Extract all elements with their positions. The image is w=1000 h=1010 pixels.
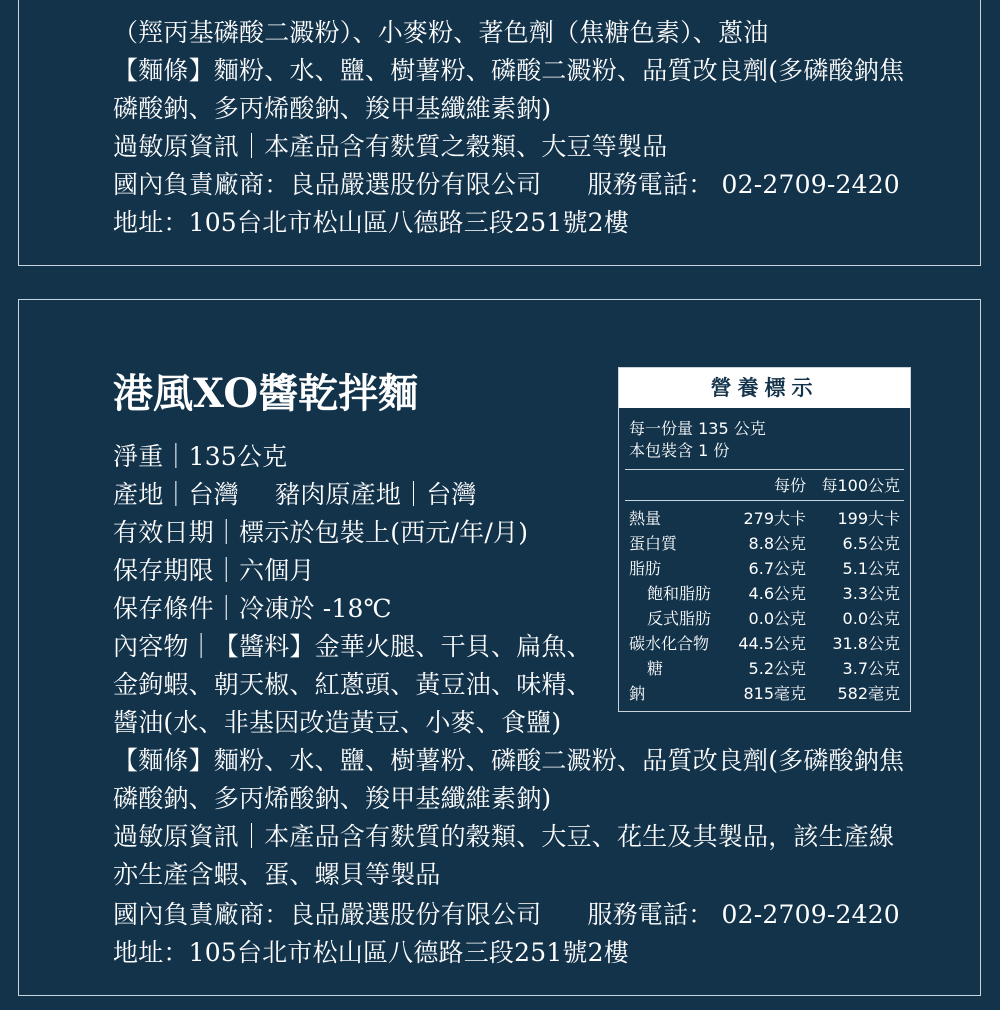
previous-product-panel — [18, 0, 981, 266]
allergen-info: 過敏原資訊｜本產品含有麩質之穀類、大豆等製品 — [113, 132, 668, 161]
nutrient-per-100g: 3.7公克 — [842, 659, 900, 678]
nutrient-per-100g: 582毫克 — [837, 684, 900, 703]
nutrition-divider — [625, 469, 904, 470]
nutrition-row — [619, 506, 910, 531]
nutrient-per-serving: 5.2公克 — [748, 659, 806, 678]
nutrition-row — [619, 631, 910, 656]
nutrition-row — [619, 581, 910, 606]
nutrient-per-100g: 6.5公克 — [842, 534, 900, 553]
nutrient-label: 糖 — [647, 659, 664, 678]
net-weight: 淨重｜135公克 — [113, 442, 288, 471]
serving-size: 每一份量 135 公克 — [629, 419, 766, 438]
nutrition-row — [619, 656, 910, 681]
manufacturer-line — [113, 170, 900, 200]
nutrient-label: 反式脂肪 — [647, 609, 712, 628]
pork-origin: 豬肉原產地｜台灣 — [275, 480, 477, 509]
nutrient-per-serving: 44.5公克 — [738, 634, 806, 653]
nutrient-per-serving: 0.0公克 — [748, 609, 806, 628]
nutrition-row — [619, 531, 910, 556]
contents-line: 醬油(水、非基因改造黃豆、小麥、食鹽) — [113, 708, 562, 737]
nutrient-label: 脂肪 — [629, 559, 662, 578]
nutrition-row — [619, 606, 910, 631]
nutrient-per-100g: 199大卡 — [837, 509, 900, 528]
manufacturer: 國內負責廠商：良品嚴選股份有限公司 — [113, 900, 542, 929]
col-per-serving: 每份 — [773, 476, 806, 495]
noodle-ingredients-line: 【麵條】麵粉、水、鹽、樹薯粉、磷酸二澱粉、品質改良劑(多磷酸鈉焦 — [113, 56, 905, 85]
nutrient-label: 熱量 — [629, 509, 662, 528]
nutrient-per-serving: 8.8公克 — [748, 534, 806, 553]
nutrient-label: 鈉 — [629, 684, 646, 703]
nutrient-per-100g: 0.0公克 — [842, 609, 900, 628]
contents-line: 磷酸鈉、多丙烯酸鈉、羧甲基纖維素鈉) — [113, 784, 552, 813]
manufacturer: 國內負責廠商：良品嚴選股份有限公司 — [113, 170, 542, 199]
nutrient-label: 碳水化合物 — [629, 634, 710, 653]
product-title: 港風XO醬乾拌麵 — [113, 370, 419, 417]
servings-per-package: 本包裝含 1 份 — [629, 441, 730, 460]
contents-line: 內容物｜【醬料】金華火腿、干貝、扁魚、 — [113, 632, 592, 661]
nutrient-per-serving: 279大卡 — [743, 509, 806, 528]
expiry-date: 有效日期｜標示於包裝上(西元/年/月) — [113, 518, 529, 547]
nutrient-per-serving: 6.7公克 — [748, 559, 806, 578]
nutrition-divider — [625, 500, 904, 501]
address: 地址：105台北市松山區八德路三段251號2樓 — [113, 208, 629, 237]
manufacturer-line — [113, 900, 900, 930]
nutrition-row — [619, 681, 910, 706]
noodle-ingredients-line-cont: 磷酸鈉、多丙烯酸鈉、羧甲基纖維素鈉) — [113, 94, 552, 123]
origin: 產地｜台灣 — [113, 480, 240, 509]
service-phone: 服務電話： 02-2709-2420 — [587, 170, 900, 199]
origin-line — [113, 480, 477, 510]
ingredients-line: （羥丙基磷酸二澱粉）、小麥粉、著色劑（焦糖色素）、蔥油 — [113, 18, 769, 47]
contents-line: 【麵條】麵粉、水、鹽、樹薯粉、磷酸二澱粉、品質改良劑(多磷酸鈉焦 — [113, 746, 905, 775]
allergen-info-cont: 亦生產含蝦、蛋、螺貝等製品 — [113, 860, 441, 889]
storage-condition: 保存條件｜冷凍於 -18℃ — [113, 594, 392, 623]
nutrient-per-100g: 31.8公克 — [832, 634, 900, 653]
nutrient-per-serving: 815毫克 — [743, 684, 806, 703]
nutrition-title: 營養標示 — [619, 368, 910, 408]
address: 地址：105台北市松山區八德路三段251號2樓 — [113, 938, 629, 967]
nutrient-label: 蛋白質 — [629, 534, 678, 553]
col-per-100g: 每100公克 — [821, 476, 900, 495]
nutrient-label: 飽和脂肪 — [647, 584, 712, 603]
contents-line: 金鉤蝦、朝天椒、紅蔥頭、黃豆油、味精、 — [113, 670, 592, 699]
shelf-life: 保存期限｜六個月 — [113, 556, 315, 585]
nutrient-per-100g: 5.1公克 — [842, 559, 900, 578]
nutrient-per-100g: 3.3公克 — [842, 584, 900, 603]
nutrient-per-serving: 4.6公克 — [748, 584, 806, 603]
nutrition-facts-table — [618, 367, 911, 712]
nutrition-row — [619, 556, 910, 581]
allergen-info: 過敏原資訊｜本產品含有麩質的穀類、大豆、花生及其製品，該生產線 — [113, 822, 895, 851]
service-phone: 服務電話： 02-2709-2420 — [587, 900, 900, 929]
product-panel — [18, 299, 981, 996]
